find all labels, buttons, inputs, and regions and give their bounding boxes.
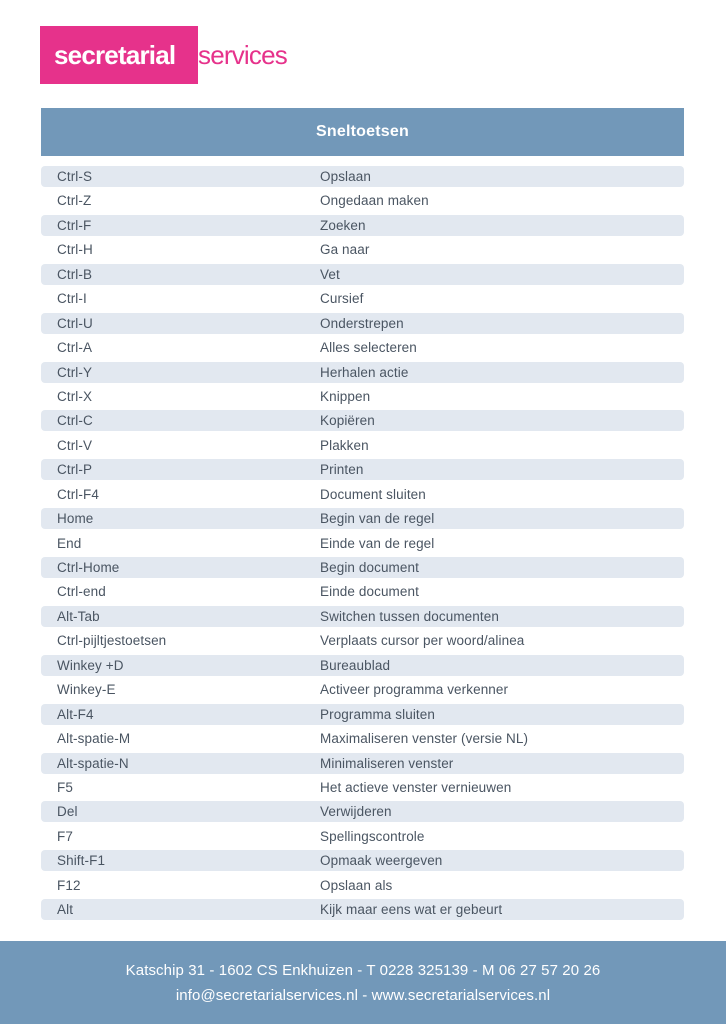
shortcut-description: Einde document: [320, 584, 419, 600]
shortcut-description: Programma sluiten: [320, 706, 435, 722]
table-row: [41, 581, 684, 602]
shortcut-description: Plakken: [320, 437, 369, 453]
shortcut-description: Bureaublad: [320, 657, 391, 673]
shortcut-key: Ctrl-V: [57, 437, 93, 453]
shortcut-description: Alles selecteren: [320, 340, 417, 356]
shortcut-key: Alt-spatie-M: [57, 731, 131, 747]
shortcut-key: Ctrl-end: [57, 584, 106, 600]
shortcut-description: Opslaan: [320, 169, 371, 184]
shortcut-description: Document sluiten: [320, 486, 426, 502]
table-row: [41, 484, 684, 505]
shortcut-description: Printen: [320, 462, 364, 478]
table-row: [41, 606, 684, 627]
logo-text-services: services: [198, 40, 287, 70]
table-row: [41, 655, 684, 676]
shortcut-key: Winkey +D: [57, 657, 124, 673]
table-row: [41, 264, 684, 285]
table-row: [41, 630, 684, 651]
shortcut-description: Vet: [320, 266, 340, 282]
shortcut-description: Opmaak weergeven: [320, 853, 443, 869]
table-row: [41, 801, 684, 822]
shortcut-description: Maximaliseren venster (versie NL): [320, 731, 529, 747]
shortcut-key: Shift-F1: [57, 853, 106, 869]
shortcut-key: Ctrl-F: [57, 217, 92, 233]
shortcut-description: Verplaats cursor per woord/alinea: [320, 633, 525, 649]
table-row: [41, 215, 684, 236]
shortcut-description: Verwijderen: [320, 804, 392, 820]
shortcut-description: Cursief: [320, 291, 364, 307]
shortcut-key: Home: [57, 511, 94, 527]
shortcut-table: [41, 166, 684, 924]
table-row: [41, 288, 684, 309]
table-row: [41, 313, 684, 334]
shortcut-key: Ctrl-X: [57, 388, 93, 404]
shortcut-description: Switchen tussen documenten: [320, 608, 499, 624]
table-row: [41, 386, 684, 407]
footer-contact: info@secretarialservices.nl - www.secretarialservices.nl: [175, 986, 551, 1004]
shortcut-description: Het actieve venster vernieuwen: [320, 779, 512, 795]
table-row: [41, 239, 684, 260]
page-title: Sneltoetsen: [316, 123, 409, 140]
shortcut-key: Ctrl-C: [57, 413, 93, 429]
shortcut-description: Spellingscontrole: [320, 828, 425, 844]
shortcut-key: F7: [57, 828, 73, 844]
logo-text-secretarial: secretarial: [54, 40, 176, 70]
shortcut-key: Ctrl-Z: [57, 193, 92, 209]
table-row: [41, 777, 684, 798]
table-row: [41, 459, 684, 480]
shortcut-description: Begin document: [320, 560, 419, 575]
shortcut-description: Zoeken: [320, 217, 366, 233]
table-row: [41, 679, 684, 700]
shortcut-description: Einde van de regel: [320, 535, 435, 551]
table-row: [41, 826, 684, 847]
table-row: [41, 533, 684, 554]
shortcut-key: Ctrl-A: [57, 340, 93, 356]
footer: [0, 941, 726, 1024]
shortcut-key: Alt: [57, 902, 74, 918]
shortcut-key: Ctrl-H: [57, 242, 93, 258]
shortcut-description: Activeer programma verkenner: [320, 682, 509, 698]
table-row: [41, 704, 684, 725]
table-row: [41, 850, 684, 871]
shortcut-key: End: [57, 535, 82, 551]
shortcut-description: Kijk maar eens wat er gebeurt: [320, 902, 503, 918]
table-row: [41, 190, 684, 211]
shortcut-description: Ongedaan maken: [320, 193, 429, 209]
footer-address: Katschip 31 - 1602 CS Enkhuizen - T 0228 325139 - M 06 27 57 20 26: [125, 961, 601, 979]
shortcut-key: F12: [57, 877, 81, 893]
shortcut-key: Ctrl-U: [57, 315, 93, 331]
table-row: [41, 508, 684, 529]
shortcut-key: Winkey-E: [57, 682, 116, 698]
table-row: [41, 557, 684, 578]
table-row: [41, 728, 684, 749]
shortcut-key: Ctrl-S: [57, 169, 93, 184]
shortcut-key: Del: [57, 804, 78, 820]
logo-box: [40, 26, 198, 84]
shortcut-key: Ctrl-F4: [57, 486, 99, 502]
shortcut-key: Ctrl-I: [57, 291, 87, 307]
shortcut-description: Ga naar: [320, 242, 370, 258]
shortcut-key: F5: [57, 779, 73, 795]
table-row: [41, 410, 684, 431]
shortcut-description: Minimaliseren venster: [320, 755, 454, 771]
table-row: [41, 753, 684, 774]
shortcut-key: Ctrl-Y: [57, 364, 93, 380]
shortcut-key: Alt-F4: [57, 706, 94, 722]
shortcut-description: Onderstrepen: [320, 315, 404, 331]
shortcut-key: Ctrl-P: [57, 462, 93, 478]
shortcut-key: Alt-spatie-N: [57, 755, 129, 771]
shortcut-description: Knippen: [320, 388, 371, 404]
shortcut-description: Herhalen actie: [320, 364, 409, 380]
table-row: [41, 337, 684, 358]
shortcut-description: Begin van de regel: [320, 511, 435, 527]
shortcut-description: Opslaan als: [320, 877, 393, 893]
shortcut-key: Ctrl-Home: [57, 560, 120, 575]
table-row: [41, 435, 684, 456]
table-row: [41, 166, 684, 187]
table-row: [41, 362, 684, 383]
table-row: [41, 875, 684, 896]
logo: [40, 26, 287, 84]
shortcut-description: Kopiëren: [320, 413, 375, 429]
table-row: [41, 899, 684, 920]
table-header: [41, 108, 684, 156]
shortcut-key: Ctrl-pijltjestoetsen: [57, 633, 167, 649]
shortcut-key: Alt-Tab: [57, 608, 100, 624]
shortcut-key: Ctrl-B: [57, 266, 93, 282]
